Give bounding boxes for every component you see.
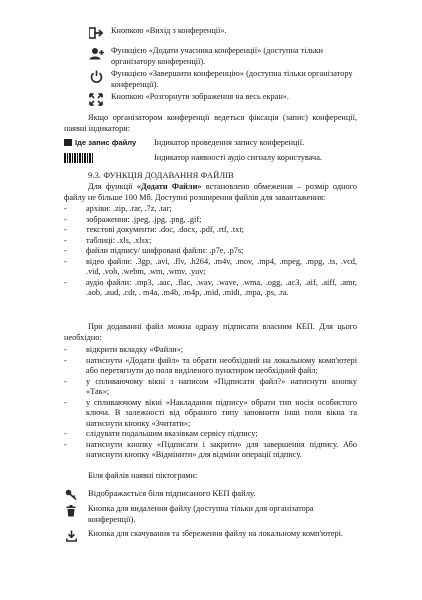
list-item: - аудіо файли: .mp3, .aac, .flac, .wav, .wave, .wma, .ogg, .ac3, .aif, .aiff, .amr, .aob, .aud, .cdr, . m4a, .m4b, .m4p, .mid, .midi, .mpa, .ps, .ra. bbox=[64, 277, 357, 297]
fullscreen-icon bbox=[88, 92, 104, 106]
add-user-text: Функцією «Додати учасника конференції» (доступна тільки організатору конференції). bbox=[111, 46, 323, 66]
extensions-list bbox=[64, 204, 357, 299]
audio-desc: Індикатор наявності аудіо сигналу користувача. bbox=[154, 153, 322, 162]
exit-text: Кнопкою «Вихід з конференції». bbox=[111, 26, 227, 35]
files-intro bbox=[64, 182, 357, 203]
list-item: - у спливаючому вікні з написом «Підписати файл?» натиснути кнопку «Так»; bbox=[64, 376, 357, 396]
list-item: - натиснути «Додати файл» та обрати необхідний на локальному комп'ютері або перетягнути до поля виділеного пунктиром необхідний файл; bbox=[64, 355, 357, 375]
power-icon bbox=[88, 69, 104, 83]
recording-desc: Індикатор проведення запису конференції. bbox=[154, 138, 305, 147]
list-item: - відео файли: .3gp, .avi, .flv, .h264, .m4v, .mov, .mp4, .mpeg, .mpg, .ts, .vcd, .vid, .vob, .webm, .wm, .wmv, .yuv; bbox=[64, 256, 357, 276]
list-item: - натиснути кнопку «Підписати і закрити» для завершення підпису. Або натиснути кнопку «Відмінити» для відміни операції підпису. bbox=[64, 439, 357, 459]
audio-level-icon bbox=[64, 152, 148, 163]
power-text: Функцією «Завершити конференцію» (доступна тільки організатору конференції). bbox=[111, 69, 353, 89]
recording-badge bbox=[64, 137, 148, 148]
download-text: Кнопка для скачування та збереження файлу на локальному комп'ютері. bbox=[88, 529, 344, 539]
files-intro-bold: «Додати Файли» bbox=[136, 182, 202, 191]
recording-badge-label: Іде запис файлу bbox=[75, 138, 137, 147]
key-icon bbox=[64, 488, 78, 500]
trash-icon bbox=[64, 504, 78, 517]
power-item bbox=[88, 69, 356, 90]
indicator-audio bbox=[64, 152, 322, 163]
list-item: - зображення: .jpeg, .jpg, .png, .gif; bbox=[64, 214, 202, 224]
download-icon bbox=[64, 529, 78, 542]
list-item: - у спливаючому вікні «Накладання підпису» обрати тип носія особистого ключа. В залежності від обраного типу заповнити інші поля вікна та натиснути кнопку «Зчитати»; bbox=[64, 397, 357, 428]
add-user-icon bbox=[88, 46, 104, 60]
key-text: Відображається біля підписаного КЕП файлу. bbox=[88, 488, 256, 498]
files-intro-suffix: встановлено обмеження – розмір одного файлу не більше 100 Мб. Доступні розширення файлів для завантаження: bbox=[64, 182, 358, 202]
pictograms-list bbox=[64, 488, 353, 546]
pictogram-key bbox=[64, 488, 353, 500]
trash-text: Кнопка для видалення файлу (доступна тільки для організатора конференції). bbox=[88, 504, 314, 524]
indicator-recording bbox=[64, 137, 304, 148]
fullscreen-text: Кнопкою «Розгорнути зображення на весь екран». bbox=[111, 92, 290, 101]
sign-steps-list bbox=[64, 345, 357, 461]
pictogram-download bbox=[64, 529, 353, 542]
exit-icon bbox=[88, 26, 104, 40]
section-title: 9.3. ФУНКЦІЯ ДОДАВАННЯ ФАЙЛІВ bbox=[88, 170, 234, 180]
pictograms-intro: Біля файлів наявні піктограми: bbox=[88, 471, 198, 480]
list-item: - слідувати подальшим вказівкам сервісу підпису; bbox=[64, 429, 258, 438]
pictogram-trash bbox=[64, 504, 353, 525]
list-item: - відкрити вкладку «Файли»; bbox=[64, 345, 184, 354]
sign-intro: При додаванні файл можна одразу підписати власним КЕП. Для цього необхідно: bbox=[64, 322, 357, 342]
list-item: - таблиці: .xls, .xlsx; bbox=[64, 235, 152, 245]
record-square-icon bbox=[64, 139, 72, 146]
files-intro-prefix: Для функції bbox=[88, 182, 137, 191]
list-item: - текстові документи: .doc, .docx, .pdf, .rtf, .txt; bbox=[64, 225, 244, 234]
add-user-item bbox=[88, 46, 356, 67]
exit-item bbox=[88, 26, 356, 40]
fullscreen-item bbox=[88, 92, 356, 106]
recording-intro: Якщо організатором конференції ведеться фіксація (запис) конференції, наявні індикатори: bbox=[64, 113, 357, 133]
list-item: - архіви: .zip, .rar, .7z, .tar; bbox=[64, 204, 172, 213]
list-item: - файли підпису/ шифровані файли: .p7e, .p7s; bbox=[64, 246, 244, 255]
